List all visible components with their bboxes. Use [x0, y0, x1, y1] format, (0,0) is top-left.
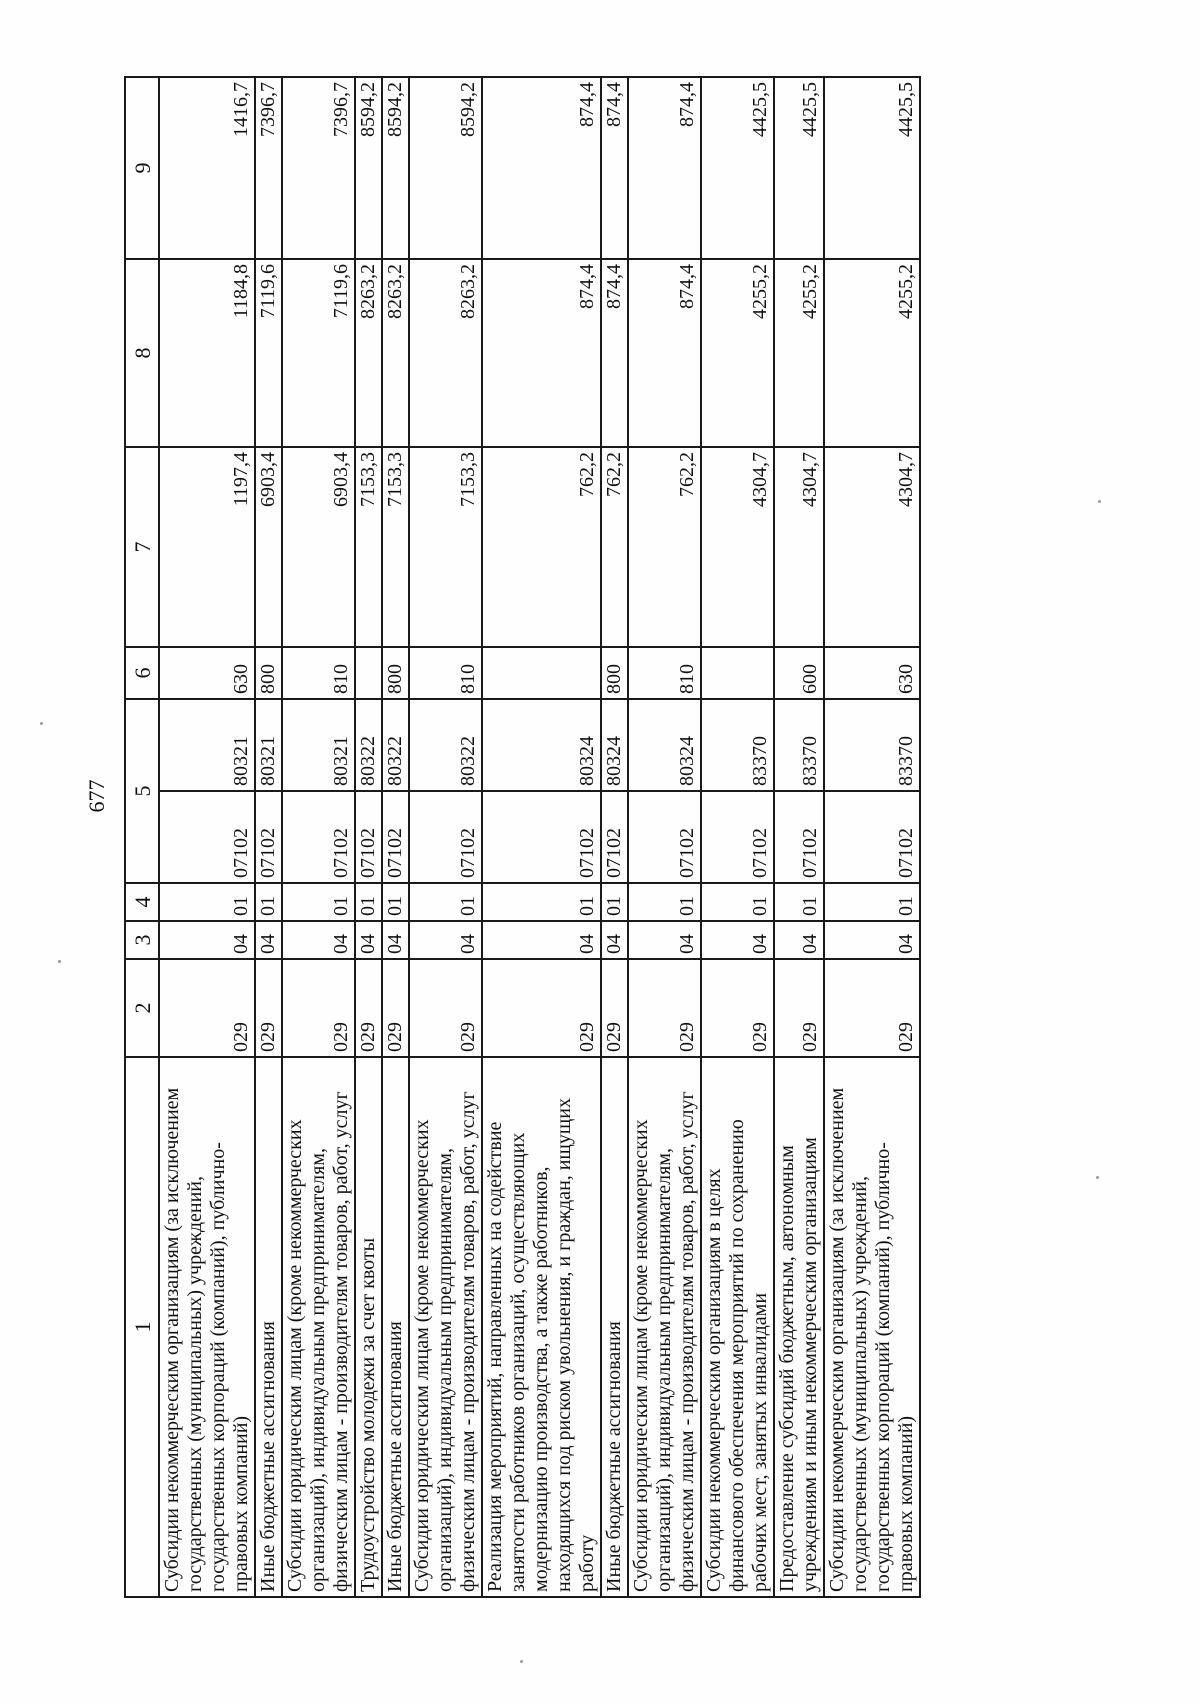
row-section-code: 04: [482, 921, 601, 959]
header-col-6: 6: [125, 647, 159, 699]
row-value-col7: 4304,7: [774, 447, 824, 647]
row-expense-type: 800: [382, 647, 409, 699]
row-value-col9: 4425,5: [774, 77, 824, 259]
table-row: [382, 77, 409, 1597]
row-subsection-code: 01: [255, 883, 282, 921]
row-name: Предоставление субсидий бюджетным, автономным учреждениям и иным некоммерческим организациям: [774, 1057, 824, 1597]
table-row: [628, 77, 701, 1597]
row-value-col8: 4255,2: [774, 259, 824, 447]
row-ministry-code: 029: [701, 959, 774, 1057]
row-ministry-code: 029: [355, 959, 382, 1057]
row-value-col8: 8263,2: [355, 259, 382, 447]
table-row: [355, 77, 382, 1597]
row-name: Субсидии некоммерческим организациям в целях финансового обеспечения мероприятий по сохранению рабочих мест, занятых инвалидами: [701, 1057, 774, 1597]
row-target-code-a: 07102: [701, 791, 774, 883]
row-value-col9: 4425,5: [701, 77, 774, 259]
row-expense-type: [701, 647, 774, 699]
row-value-col7: 7153,3: [409, 447, 482, 647]
row-target-code-b: 80322: [355, 699, 382, 791]
header-col-5: 5: [125, 699, 159, 883]
row-value-col8: 8263,2: [409, 259, 482, 447]
budget-table: [124, 76, 921, 1598]
row-subsection-code: 01: [482, 883, 601, 921]
row-expense-type: 810: [409, 647, 482, 699]
row-subsection-code: 01: [601, 883, 628, 921]
row-value-col8: 7119,6: [255, 259, 282, 447]
row-expense-type: 800: [255, 647, 282, 699]
row-value-col9: 874,4: [628, 77, 701, 259]
row-value-col7: 762,2: [601, 447, 628, 647]
row-section-code: 04: [382, 921, 409, 959]
row-target-code-b: 83370: [774, 699, 824, 791]
row-name: Субсидии некоммерческим организациям (за исключением государственных (муниципальных) учреждений, государственных корпораций (компаний), публично-правовых компаний): [159, 1057, 255, 1597]
row-name: Иные бюджетные ассигнования: [601, 1057, 628, 1597]
row-subsection-code: 01: [701, 883, 774, 921]
row-subsection-code: 01: [409, 883, 482, 921]
scan-speck: [40, 722, 43, 725]
page-number: 677: [84, 779, 109, 813]
row-name: Трудоустройство молодежи за счет квоты: [355, 1057, 382, 1597]
row-target-code-b: 80324: [628, 699, 701, 791]
row-value-col8: 4255,2: [824, 259, 920, 447]
header-col-9: 9: [125, 77, 159, 259]
table-row: [824, 77, 920, 1597]
row-target-code-b: 80322: [382, 699, 409, 791]
row-value-col8: 1184,8: [159, 259, 255, 447]
row-target-code-b: 83370: [701, 699, 774, 791]
scan-speck: [1096, 1176, 1099, 1179]
row-expense-type: [482, 647, 601, 699]
row-ministry-code: 029: [601, 959, 628, 1057]
row-value-col9: 8594,2: [355, 77, 382, 259]
row-value-col7: 4304,7: [824, 447, 920, 647]
row-subsection-code: 01: [355, 883, 382, 921]
row-value-col8: 874,4: [601, 259, 628, 447]
row-target-code-a: 07102: [159, 791, 255, 883]
row-value-col8: 7119,6: [282, 259, 355, 447]
row-ministry-code: 029: [409, 959, 482, 1057]
table-row: [409, 77, 482, 1597]
row-section-code: 04: [628, 921, 701, 959]
row-value-col9: 874,4: [601, 77, 628, 259]
row-subsection-code: 01: [282, 883, 355, 921]
row-subsection-code: 01: [159, 883, 255, 921]
row-expense-type: 600: [774, 647, 824, 699]
row-name: Субсидии юридическим лицам (кроме некоммерческих организаций), индивидуальным предпринимателям, физическим лицам - производителям товаров, работ, услуг: [409, 1057, 482, 1597]
row-ministry-code: 029: [824, 959, 920, 1057]
row-subsection-code: 01: [774, 883, 824, 921]
row-target-code-a: 07102: [282, 791, 355, 883]
row-section-code: 04: [824, 921, 920, 959]
row-name: Субсидии юридическим лицам (кроме некоммерческих организаций), индивидуальным предпринимателям, физическим лицам - производителям товаров, работ, услуг: [628, 1057, 701, 1597]
row-expense-type: 810: [628, 647, 701, 699]
row-subsection-code: 01: [824, 883, 920, 921]
row-expense-type: 630: [159, 647, 255, 699]
row-expense-type: 800: [601, 647, 628, 699]
row-value-col8: 4255,2: [701, 259, 774, 447]
table-row: [774, 77, 824, 1597]
row-target-code-b: 80324: [601, 699, 628, 791]
row-expense-type: 630: [824, 647, 920, 699]
row-name: Субсидии некоммерческим организациям (за исключением государственных (муниципальных) учреждений, государственных корпораций (компаний), публично-правовых компаний): [824, 1057, 920, 1597]
header-col-3: 3: [125, 921, 159, 959]
row-value-col7: 4304,7: [701, 447, 774, 647]
row-value-col9: 8594,2: [382, 77, 409, 259]
row-name: Иные бюджетные ассигнования: [255, 1057, 282, 1597]
row-subsection-code: 01: [628, 883, 701, 921]
row-name: Субсидии юридическим лицам (кроме некоммерческих организаций), индивидуальным предпринимателям, физическим лицам - производителям товаров, работ, услуг: [282, 1057, 355, 1597]
row-target-code-a: 07102: [601, 791, 628, 883]
row-target-code-a: 07102: [628, 791, 701, 883]
row-value-col8: 8263,2: [382, 259, 409, 447]
row-section-code: 04: [159, 921, 255, 959]
row-ministry-code: 029: [282, 959, 355, 1057]
table-row: [255, 77, 282, 1597]
row-value-col7: 7153,3: [355, 447, 382, 647]
row-ministry-code: 029: [159, 959, 255, 1057]
row-value-col9: 8594,2: [409, 77, 482, 259]
row-target-code-a: 07102: [774, 791, 824, 883]
row-name: Иные бюджетные ассигнования: [382, 1057, 409, 1597]
header-col-1: 1: [125, 1057, 159, 1597]
table-row: [159, 77, 255, 1597]
row-value-col8: 874,4: [628, 259, 701, 447]
row-target-code-a: 07102: [355, 791, 382, 883]
scan-speck: [58, 960, 61, 963]
row-value-col8: 874,4: [482, 259, 601, 447]
row-section-code: 04: [601, 921, 628, 959]
row-section-code: 04: [701, 921, 774, 959]
row-ministry-code: 029: [255, 959, 282, 1057]
scan-speck: [520, 1660, 523, 1663]
row-value-col7: 762,2: [482, 447, 601, 647]
header-col-4: 4: [125, 883, 159, 921]
row-ministry-code: 029: [482, 959, 601, 1057]
header-col-8: 8: [125, 259, 159, 447]
row-target-code-b: 83370: [824, 699, 920, 791]
row-subsection-code: 01: [382, 883, 409, 921]
row-ministry-code: 029: [628, 959, 701, 1057]
table-row: [482, 77, 601, 1597]
row-value-col9: 4425,5: [824, 77, 920, 259]
scan-speck: [1098, 500, 1101, 503]
row-target-code-a: 07102: [824, 791, 920, 883]
row-target-code-b: 80324: [482, 699, 601, 791]
row-target-code-b: 80321: [282, 699, 355, 791]
row-expense-type: 810: [282, 647, 355, 699]
header-col-7: 7: [125, 447, 159, 647]
row-value-col7: 6903,4: [255, 447, 282, 647]
row-expense-type: [355, 647, 382, 699]
row-value-col9: 7396,7: [282, 77, 355, 259]
row-section-code: 04: [282, 921, 355, 959]
row-section-code: 04: [355, 921, 382, 959]
row-section-code: 04: [255, 921, 282, 959]
header-col-2: 2: [125, 959, 159, 1057]
row-target-code-b: 80322: [409, 699, 482, 791]
row-value-col9: 7396,7: [255, 77, 282, 259]
row-target-code-b: 80321: [255, 699, 282, 791]
row-ministry-code: 029: [382, 959, 409, 1057]
row-target-code-a: 07102: [255, 791, 282, 883]
table-row: [701, 77, 774, 1597]
rotated-budget-table-block: [84, 78, 1050, 1598]
row-target-code-b: 80321: [159, 699, 255, 791]
row-target-code-a: 07102: [382, 791, 409, 883]
row-value-col9: 874,4: [482, 77, 601, 259]
table-row: [282, 77, 355, 1597]
table-row: [601, 77, 628, 1597]
row-value-col7: 6903,4: [282, 447, 355, 647]
row-ministry-code: 029: [774, 959, 824, 1057]
row-target-code-a: 07102: [482, 791, 601, 883]
row-section-code: 04: [409, 921, 482, 959]
row-section-code: 04: [774, 921, 824, 959]
row-value-col7: 1197,4: [159, 447, 255, 647]
row-value-col9: 1416,7: [159, 77, 255, 259]
row-target-code-a: 07102: [409, 791, 482, 883]
row-value-col7: 7153,3: [382, 447, 409, 647]
row-value-col7: 762,2: [628, 447, 701, 647]
header-row: [125, 77, 159, 1597]
row-name: Реализация мероприятий, направленных на содействие занятости работников организаций, осуществляющих модернизацию производства, а также работников, находящихся под риском увольнения, и граждан, ищущих работу: [482, 1057, 601, 1597]
